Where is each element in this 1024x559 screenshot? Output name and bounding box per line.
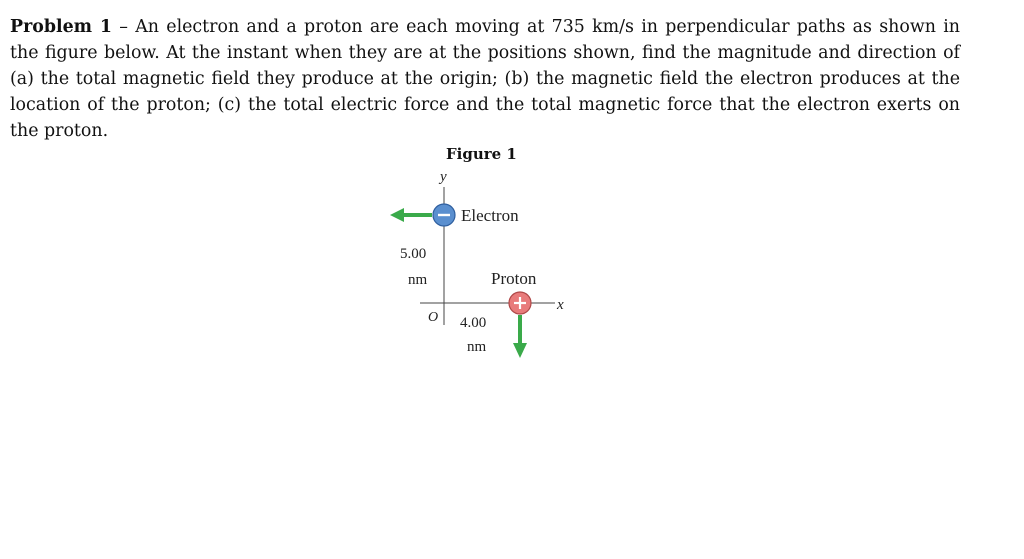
y-axis-label: y (440, 169, 447, 185)
figure-caption: Figure 1 (446, 145, 517, 163)
electron-particle (433, 204, 455, 226)
vertical-distance-value: 5.00 (400, 246, 427, 262)
vertical-distance-unit: nm (408, 272, 428, 288)
figure-diagram (380, 165, 580, 365)
x-axis-label: x (557, 297, 564, 313)
horizontal-distance-value: 4.00 (460, 315, 487, 331)
electron-label: Electron (461, 206, 519, 225)
electron-velocity-arrow (390, 208, 432, 222)
problem-statement (10, 14, 960, 144)
proton-particle (509, 292, 531, 314)
figure-svg (380, 165, 580, 365)
problem-text: An electron and a proton are each moving at 735 km/s in perpendicular paths as shown in the figure below. At the instant when they are at the positions shown, find the magnitude and direction of (a) the total magnetic field they produce at the origin; (b) the magnetic field the electron produces at the location of the proton; (c) the total electric force and the total magnetic force that the electron exerts on the proton. (10, 17, 960, 141)
origin-label: O (428, 310, 439, 325)
proton-velocity-arrow (513, 315, 527, 358)
horizontal-distance-unit: nm (467, 339, 487, 355)
proton-label: Proton (491, 269, 537, 288)
problem-dash: – (111, 17, 136, 37)
problem-label: Problem 1 (10, 17, 112, 37)
